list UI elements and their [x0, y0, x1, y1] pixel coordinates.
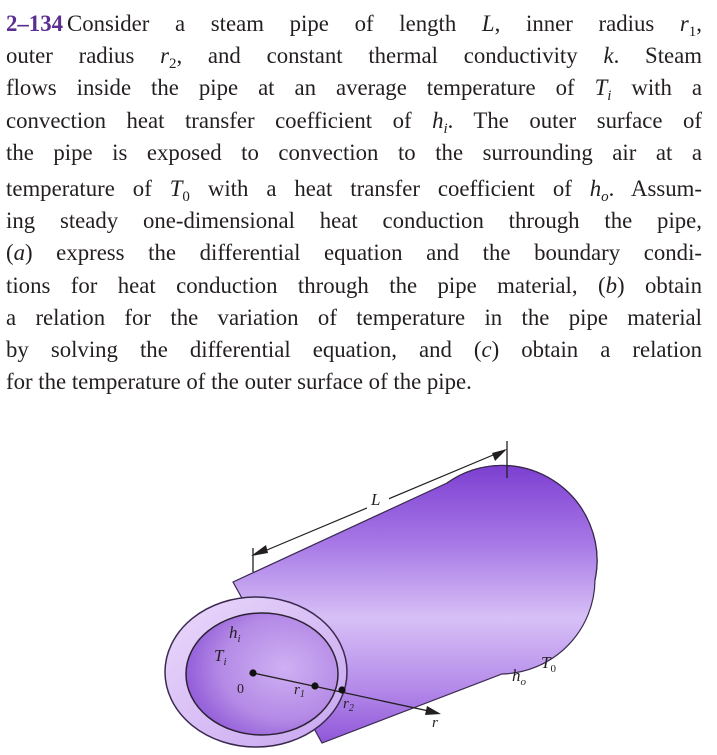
origin-point — [249, 669, 256, 676]
radius-axis-label: r — [432, 715, 438, 731]
problem-text-run: . Assum- — [608, 176, 702, 202]
problem-text-run: , and constant thermal conductivity — [176, 43, 604, 69]
math-symbol: b — [605, 272, 617, 298]
problem-text-run: a relation for the variation of temperature in the pipe material — [6, 304, 702, 330]
math-symbol: L — [481, 11, 495, 36]
problem-text-run: tions for heat conduction through the pipe material, ( — [6, 272, 606, 298]
problem-text-run: the pipe is exposed to convection to the surrounding air at a — [6, 139, 702, 165]
outer-temperature-label: $T_0$ — [541, 653, 556, 675]
math-symbol: c — [481, 337, 492, 363]
problem-text-run: . The outer surface of — [447, 107, 702, 133]
origin-label: 0 — [237, 682, 244, 697]
math-symbol: k — [603, 43, 614, 69]
problem-text-run: , — [696, 11, 702, 36]
problem-text-run: with a heat transfer coefficient of — [189, 176, 590, 202]
math-symbol: $T_i$ — [594, 75, 612, 105]
problem-text-run: ing steady one-dimensional heat conduction through the pipe, — [6, 208, 702, 234]
problem-text-run: outer radius — [6, 43, 161, 69]
problem-number: 2–134 — [6, 11, 63, 36]
problem-text-run: Consider a steam pipe of length — [67, 11, 482, 36]
problem-text-run: ) obtain a relation — [491, 337, 702, 363]
problem-text-run: with a — [611, 75, 702, 101]
outer-h-label: $h_o$ — [512, 666, 526, 688]
inner-h-label: $h_i$ — [229, 623, 241, 645]
problem-text-run: . Steam — [613, 43, 703, 69]
math-symbol: $T_0$ — [169, 176, 190, 206]
length-label: L — [371, 490, 381, 509]
math-symbol: a — [13, 240, 25, 266]
problem-text-run: ) obtain — [617, 272, 702, 298]
problem-text-run: by solving the differential equation, and ( — [6, 337, 482, 363]
r2-label: $r_2$ — [343, 696, 354, 714]
r1-point — [311, 682, 318, 689]
problem-text-run: ) express the differential equation and the boundary condi- — [25, 240, 702, 266]
inner-temperature-label: $T_i$ — [214, 646, 227, 668]
math-symbol: $h_o$ — [589, 176, 609, 206]
pipe-inner-bore — [186, 613, 338, 735]
problem-text-run: for the temperature of the outer surface of the pipe. — [6, 369, 472, 395]
math-symbol: $r_1$ — [679, 11, 697, 40]
r2-point — [338, 686, 345, 693]
radius-axis-arrow — [425, 706, 441, 715]
math-symbol: $h_i$ — [432, 107, 448, 137]
math-symbol: $r_2$ — [160, 43, 177, 73]
problem-text-run: temperature of — [6, 176, 170, 202]
problem-text-run: convection heat transfer coefficient of — [6, 107, 433, 133]
problem-text-run: , inner radius — [494, 11, 680, 36]
length-arrow-right — [492, 449, 507, 461]
problem-text-run: ( — [6, 240, 14, 266]
r1-label: $r_1$ — [294, 682, 305, 700]
problem-text-run: flows inside the pipe at an average temperature of — [6, 75, 595, 101]
